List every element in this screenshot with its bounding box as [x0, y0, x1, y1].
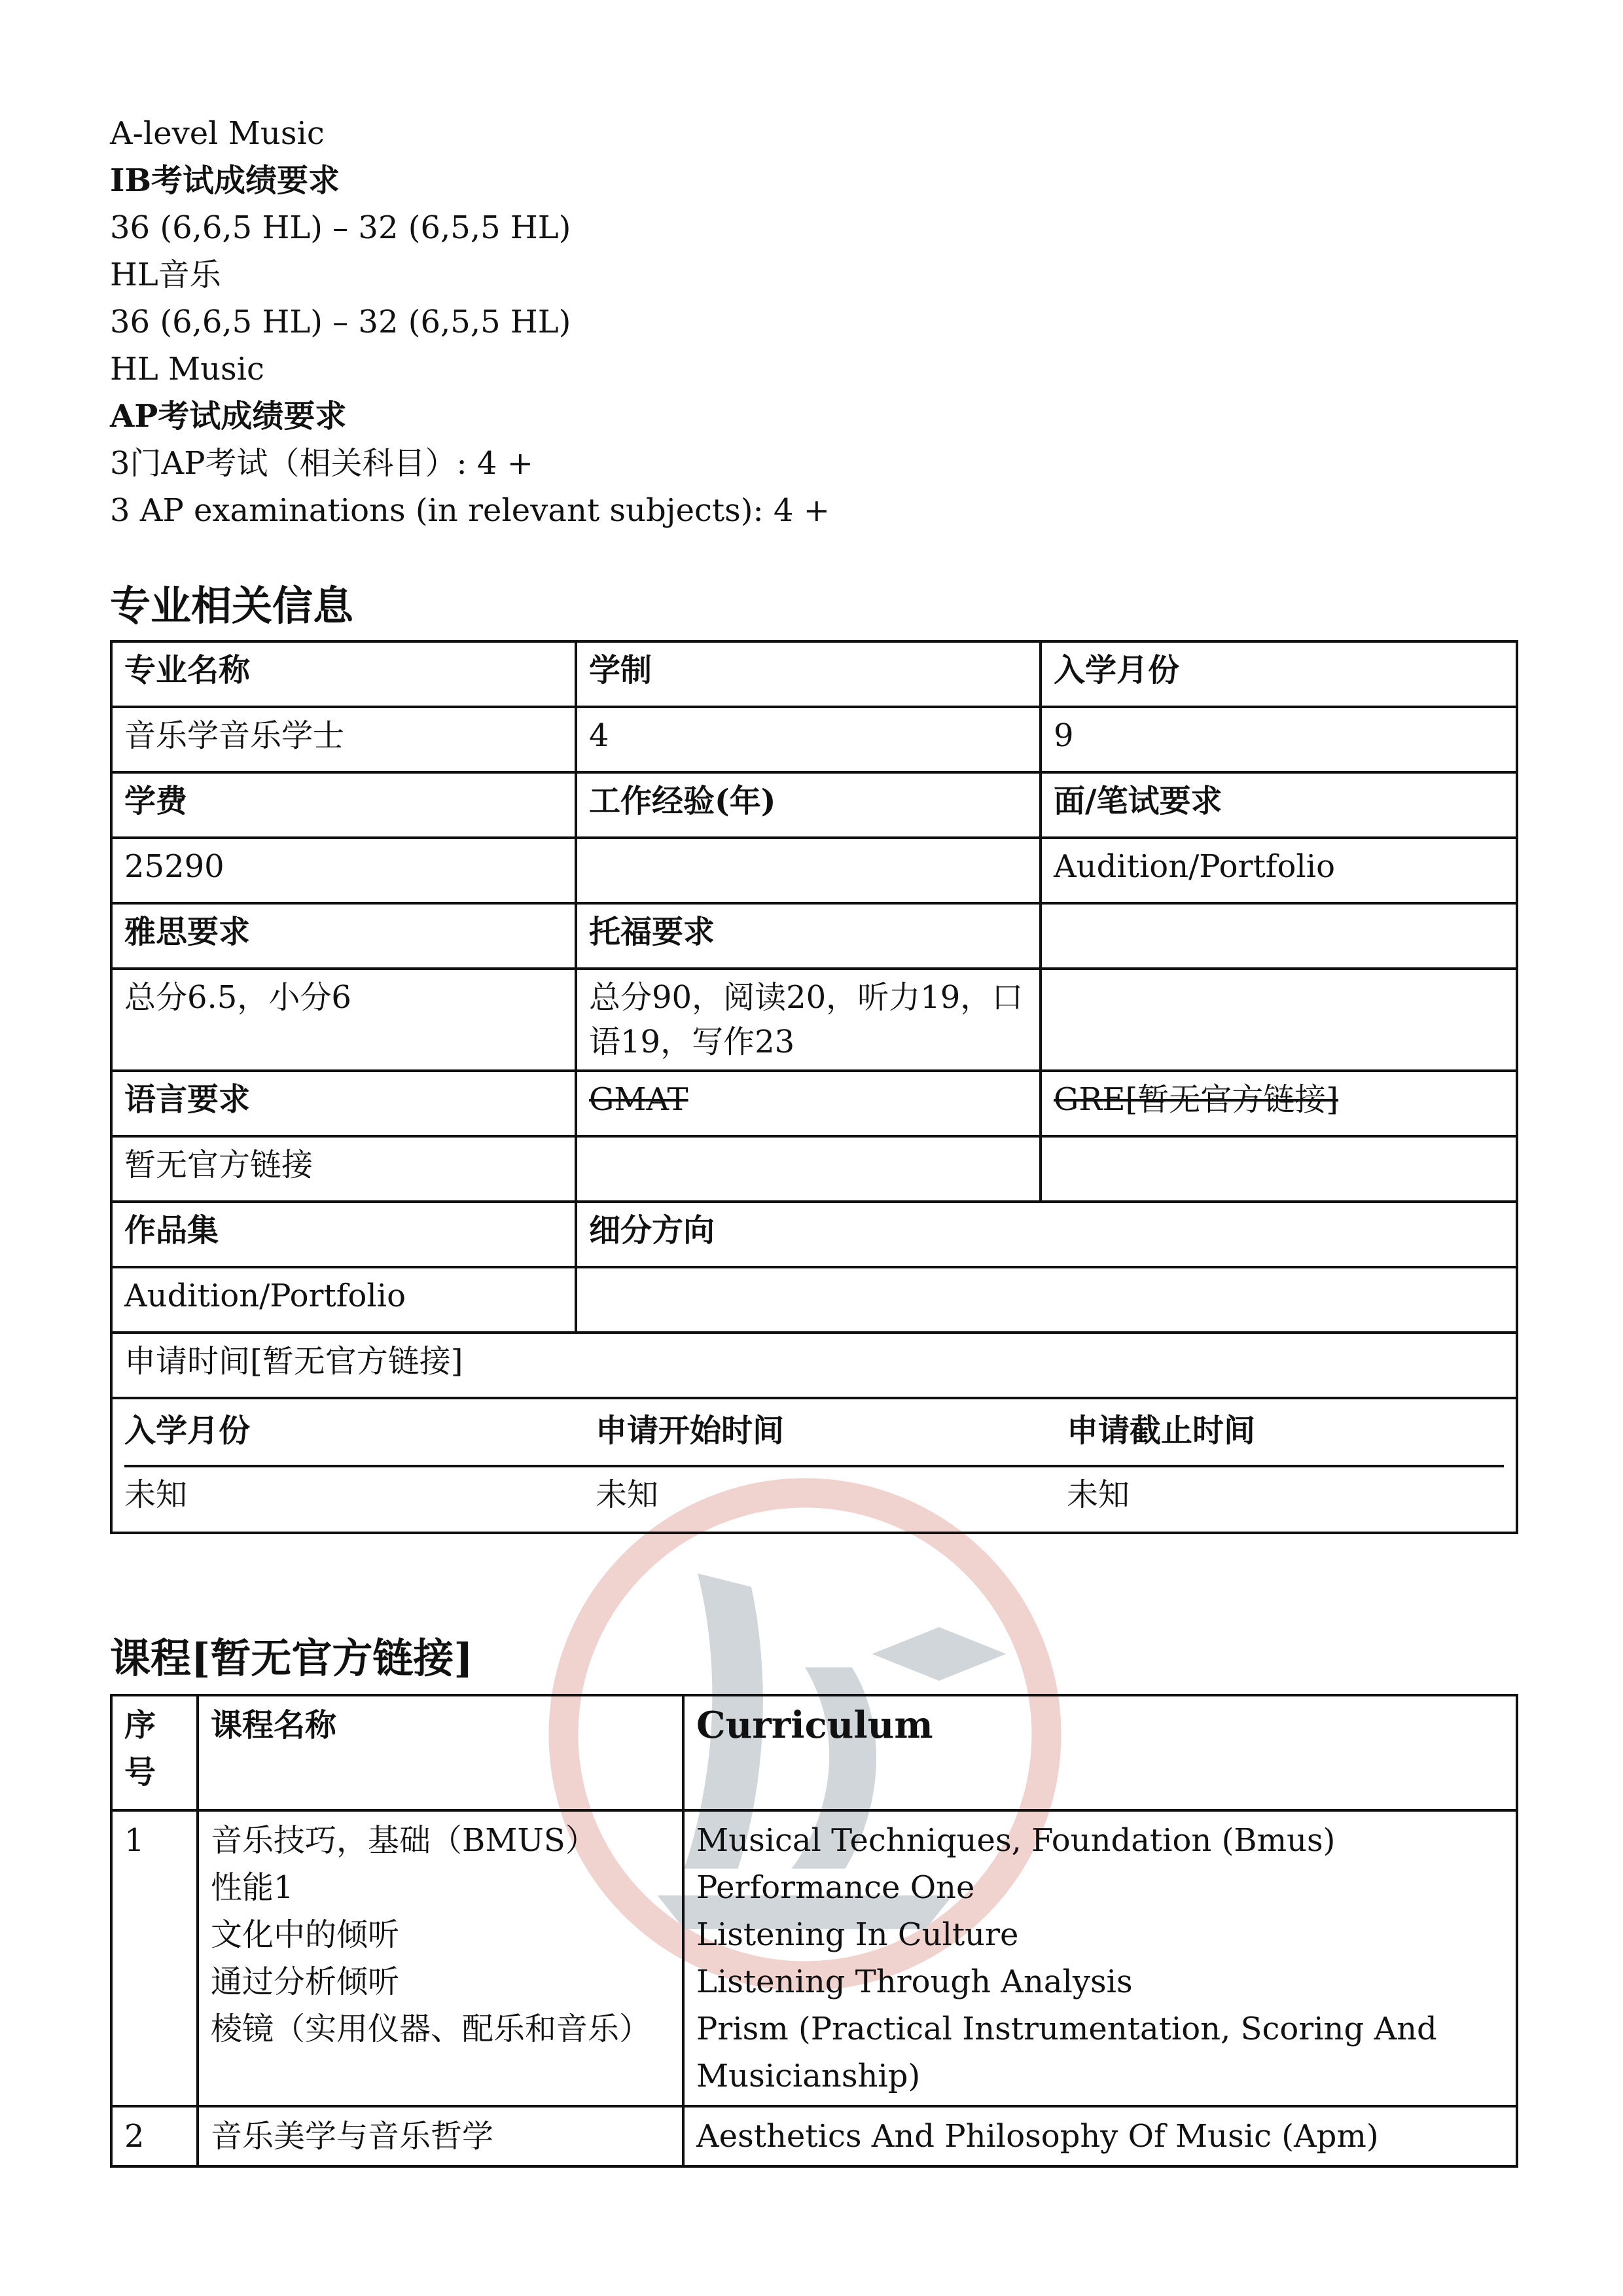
course-cn: 通过分析倾听 [211, 1964, 400, 2000]
header-curriculum: Curriculum [683, 1695, 1517, 1810]
row-course-names-en [683, 1810, 1517, 2106]
requirement-line: 36 (6,6,5 HL) – 32 (6,5,5 HL) [110, 304, 571, 340]
application-time-cell [111, 1398, 1517, 1533]
admission-requirements [110, 110, 1516, 534]
program-info-title: 专业相关信息 [110, 582, 354, 630]
table-row [111, 1071, 1517, 1136]
gre-value [1041, 1136, 1517, 1202]
course-en: Aesthetics And Philosophy Of Music (Apm) [696, 2118, 1379, 2155]
course-en: Prism (Practical Instrumentation, Scoring And Musicianship) [696, 2011, 1437, 2094]
duration-label: 学制 [576, 641, 1041, 707]
table-row [111, 903, 1517, 969]
interview-label: 面/笔试要求 [1041, 772, 1517, 838]
course-en: Performance One [696, 1869, 975, 1906]
table-row [111, 641, 1517, 707]
requirement-line: HL音乐 [110, 257, 221, 293]
requirement-line: AP考试成绩要求 [110, 398, 347, 435]
app-intake-label: 入学月份 [124, 1408, 596, 1466]
language-value: 暂无官方链接 [111, 1136, 576, 1202]
app-deadline-label: 申请截止时间 [1067, 1408, 1504, 1466]
table-row [111, 1810, 1517, 2106]
empty-cell [1041, 969, 1517, 1071]
table-row [111, 1695, 1517, 1810]
table-row [111, 969, 1517, 1071]
direction-value [576, 1267, 1517, 1333]
major-name-label: 专业名称 [111, 641, 576, 707]
gmat-value [576, 1136, 1041, 1202]
course-cn: 文化中的倾听 [211, 1916, 400, 1953]
row-course-names-cn [198, 2106, 683, 2166]
table-row [111, 838, 1517, 903]
program-info-table [110, 640, 1518, 1534]
tuition-label: 学费 [111, 772, 576, 838]
requirement-line: IB考试成绩要求 [110, 162, 340, 199]
document-page [110, 110, 1516, 2168]
tuition-value: 25290 [111, 838, 576, 903]
header-no: 序号 [111, 1695, 198, 1810]
intake-month-label: 入学月份 [1041, 641, 1517, 707]
table-row [124, 1466, 1504, 1525]
intake-month-value: 9 [1041, 707, 1517, 772]
app-start-value: 未知 [596, 1477, 659, 1513]
table-row [111, 1267, 1517, 1333]
major-name-value: 音乐学音乐学士 [111, 707, 576, 772]
table-row [111, 707, 1517, 772]
gmat-label: GMAT [576, 1071, 1041, 1136]
gre-label: GRE[暂无官方链接] [1041, 1071, 1517, 1136]
curriculum-table [110, 1694, 1518, 2168]
direction-label: 细分方向 [576, 1202, 1517, 1267]
table-row [111, 1202, 1517, 1267]
table-row [111, 1333, 1517, 1398]
ielts-value: 总分6.5，小分6 [111, 969, 576, 1071]
requirement-line: A-level Music [110, 115, 325, 152]
application-time-table [124, 1408, 1504, 1525]
table-row [111, 1136, 1517, 1202]
portfolio-value: Audition/Portfolio [111, 1267, 576, 1333]
row-no: 2 [111, 2106, 198, 2166]
duration-value: 4 [576, 707, 1041, 772]
app-start-label: 申请开始时间 [596, 1408, 1067, 1466]
application-time-label: 申请时间[暂无官方链接] [111, 1333, 1517, 1398]
work-experience-label: 工作经验(年) [576, 772, 1041, 838]
requirement-line: 3门AP考试（相关科目）: 4 + [110, 445, 533, 482]
app-intake-value: 未知 [124, 1477, 188, 1513]
app-deadline-value: 未知 [1067, 1477, 1130, 1513]
table-row [124, 1408, 1504, 1466]
course-en: Musical Techniques, Foundation (Bmus) [696, 1822, 1336, 1859]
course-en: Listening In Culture [696, 1916, 1019, 1953]
table-row [111, 1398, 1517, 1533]
toefl-label: 托福要求 [576, 903, 1041, 969]
requirement-line: 36 (6,6,5 HL) – 32 (6,5,5 HL) [110, 209, 571, 246]
course-cn: 音乐美学与音乐哲学 [211, 2118, 494, 2155]
table-row [111, 2106, 1517, 2166]
row-course-names-cn [198, 1810, 683, 2106]
toefl-value: 总分90，阅读20，听力19，口语19，写作23 [576, 969, 1041, 1071]
portfolio-label: 作品集 [111, 1202, 576, 1267]
course-en: Listening Through Analysis [696, 1964, 1133, 2000]
row-no: 1 [111, 1810, 198, 2106]
course-cn: 性能1 [211, 1869, 294, 1906]
row-course-names-en [683, 2106, 1517, 2166]
empty-cell [1041, 903, 1517, 969]
table-row [111, 772, 1517, 838]
work-experience-value [576, 838, 1041, 903]
language-label: 语言要求 [111, 1071, 576, 1136]
requirement-line: HL Music [110, 351, 264, 387]
course-cn: 棱镜（实用仪器、配乐和音乐） [211, 2011, 651, 2047]
requirement-line: 3 AP examinations (in relevant subjects): 4 + [110, 492, 830, 529]
curriculum-title: 课程[暂无官方链接] [110, 1634, 473, 1682]
header-course-name: 课程名称 [198, 1695, 683, 1810]
interview-value: Audition/Portfolio [1041, 838, 1517, 903]
course-cn: 音乐技巧，基础（BMUS） [211, 1822, 597, 1859]
ielts-label: 雅思要求 [111, 903, 576, 969]
